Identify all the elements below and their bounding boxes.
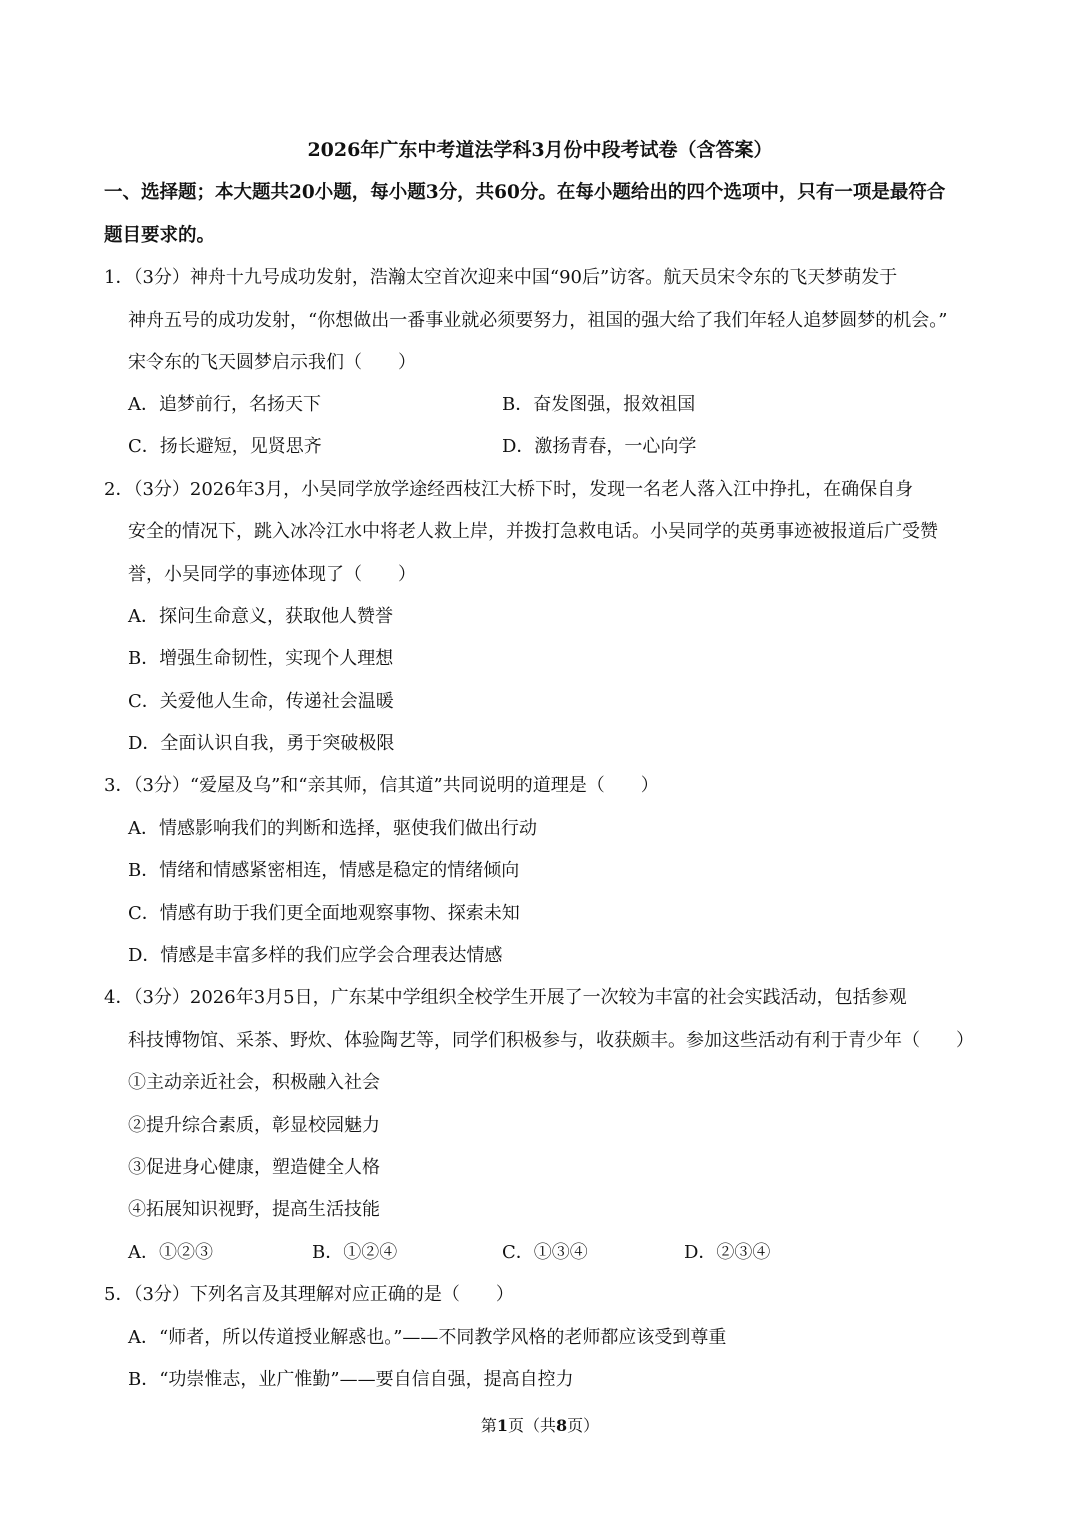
question-4-option-d[interactable]: D．②③④ xyxy=(684,1242,771,1263)
footer-middle: 页（共 xyxy=(507,1416,556,1435)
question-4-stem-line-2: 科技博物馆、采茶、野炊、体验陶艺等，同学们积极参与，收获颇丰。参加这些活动有利于青少年（ ） xyxy=(128,1030,974,1051)
question-2-stem-line-1: 2．（3分）2026年3月，小吴同学放学途经西枝江大桥下时，发现一名老人落入江中挣扎，在确保自身 xyxy=(104,479,914,500)
question-3-stem-line-1: 3．（3分）“爱屋及乌”和“亲其师，信其道”共同说明的道理是（ ） xyxy=(104,775,659,796)
question-3-option-d[interactable]: D．情感是丰富多样的我们应学会合理表达情感 xyxy=(128,945,503,966)
question-3-option-b[interactable]: B．情绪和情感紧密相连，情感是稳定的情绪倾向 xyxy=(128,860,520,881)
footer-prefix: 第 xyxy=(480,1416,497,1435)
footer-suffix: 页） xyxy=(567,1416,600,1435)
section-heading-line-1: 一、选择题；本大题共20小题，每小题3分，共60分。在每小题给出的四个选项中，只有一项是最符合 xyxy=(104,182,946,203)
footer-total-pages: 8 xyxy=(556,1416,568,1435)
question-1-option-c[interactable]: C．扬长避短，见贤思齐 xyxy=(128,436,322,457)
question-2-option-d[interactable]: D．全面认识自我，勇于突破极限 xyxy=(128,733,395,754)
question-5-option-a[interactable]: A．“师者，所以传道授业解惑也。”——不同教学风格的老师都应该受到尊重 xyxy=(128,1327,727,1348)
question-2-option-a[interactable]: A．探问生命意义，获取他人赞誉 xyxy=(128,606,393,627)
question-4-statement-3: ③促进身心健康，塑造健全人格 xyxy=(128,1157,380,1178)
question-1-stem-line-2: 神舟五号的成功发射，“你想做出一番事业就必须要努力，祖国的强大给了我们年轻人追梦圆梦的机会。” xyxy=(128,310,948,331)
question-2-stem-line-2: 安全的情况下，跳入冰冷江水中将老人救上岸，并拨打急救电话。小吴同学的英勇事迹被报道后广受赞 xyxy=(128,521,938,542)
question-3-option-c[interactable]: C．情感有助于我们更全面地观察事物、探索未知 xyxy=(128,903,520,924)
footer-page-number: 1 xyxy=(496,1416,508,1435)
page-title: 2026年广东中考道法学科3月份中段考试卷（含答案） xyxy=(307,139,773,161)
question-4-statement-1: ①主动亲近社会，积极融入社会 xyxy=(128,1072,380,1093)
question-3-option-a[interactable]: A．情感影响我们的判断和选择，驱使我们做出行动 xyxy=(128,818,537,839)
question-4-statement-4: ④拓展知识视野，提高生活技能 xyxy=(128,1199,380,1220)
section-heading-line-2: 题目要求的。 xyxy=(104,225,216,246)
question-4-option-c[interactable]: C．①③④ xyxy=(502,1242,588,1263)
question-2-stem-line-3: 誉，小吴同学的事迹体现了（ ） xyxy=(128,564,416,585)
question-1-stem-line-1: 1．（3分）神舟十九号成功发射，浩瀚太空首次迎来中国“90后”访客。航天员宋令东的飞天梦萌发于 xyxy=(104,267,898,288)
question-2-option-b[interactable]: B．增强生命韧性，实现个人理想 xyxy=(128,648,394,669)
question-4-option-b[interactable]: B．①②④ xyxy=(312,1242,398,1263)
question-5-stem-line-1: 5．（3分）下列名言及其理解对应正确的是（ ） xyxy=(104,1284,514,1305)
question-2-option-c[interactable]: C．关爱他人生命，传递社会温暖 xyxy=(128,691,394,712)
question-1-stem-line-3: 宋令东的飞天圆梦启示我们（ ） xyxy=(128,352,416,373)
question-1-option-a[interactable]: A．追梦前行，名扬天下 xyxy=(128,394,321,415)
question-4-stem-line-1: 4．（3分）2026年3月5日，广东某中学组织全校学生开展了一次较为丰富的社会实践活动，包括参观 xyxy=(104,987,907,1008)
page-footer xyxy=(0,1414,1080,1438)
question-1-option-d[interactable]: D．激扬青春，一心向学 xyxy=(502,436,697,457)
question-5-option-b[interactable]: B．“功崇惟志，业广惟勤”——要自信自强，提高自控力 xyxy=(128,1369,574,1390)
question-4-option-a[interactable]: A．①②③ xyxy=(128,1242,213,1263)
question-4-statement-2: ②提升综合素质，彰显校园魅力 xyxy=(128,1115,380,1136)
question-1-option-b[interactable]: B．奋发图强，报效祖国 xyxy=(502,394,696,415)
